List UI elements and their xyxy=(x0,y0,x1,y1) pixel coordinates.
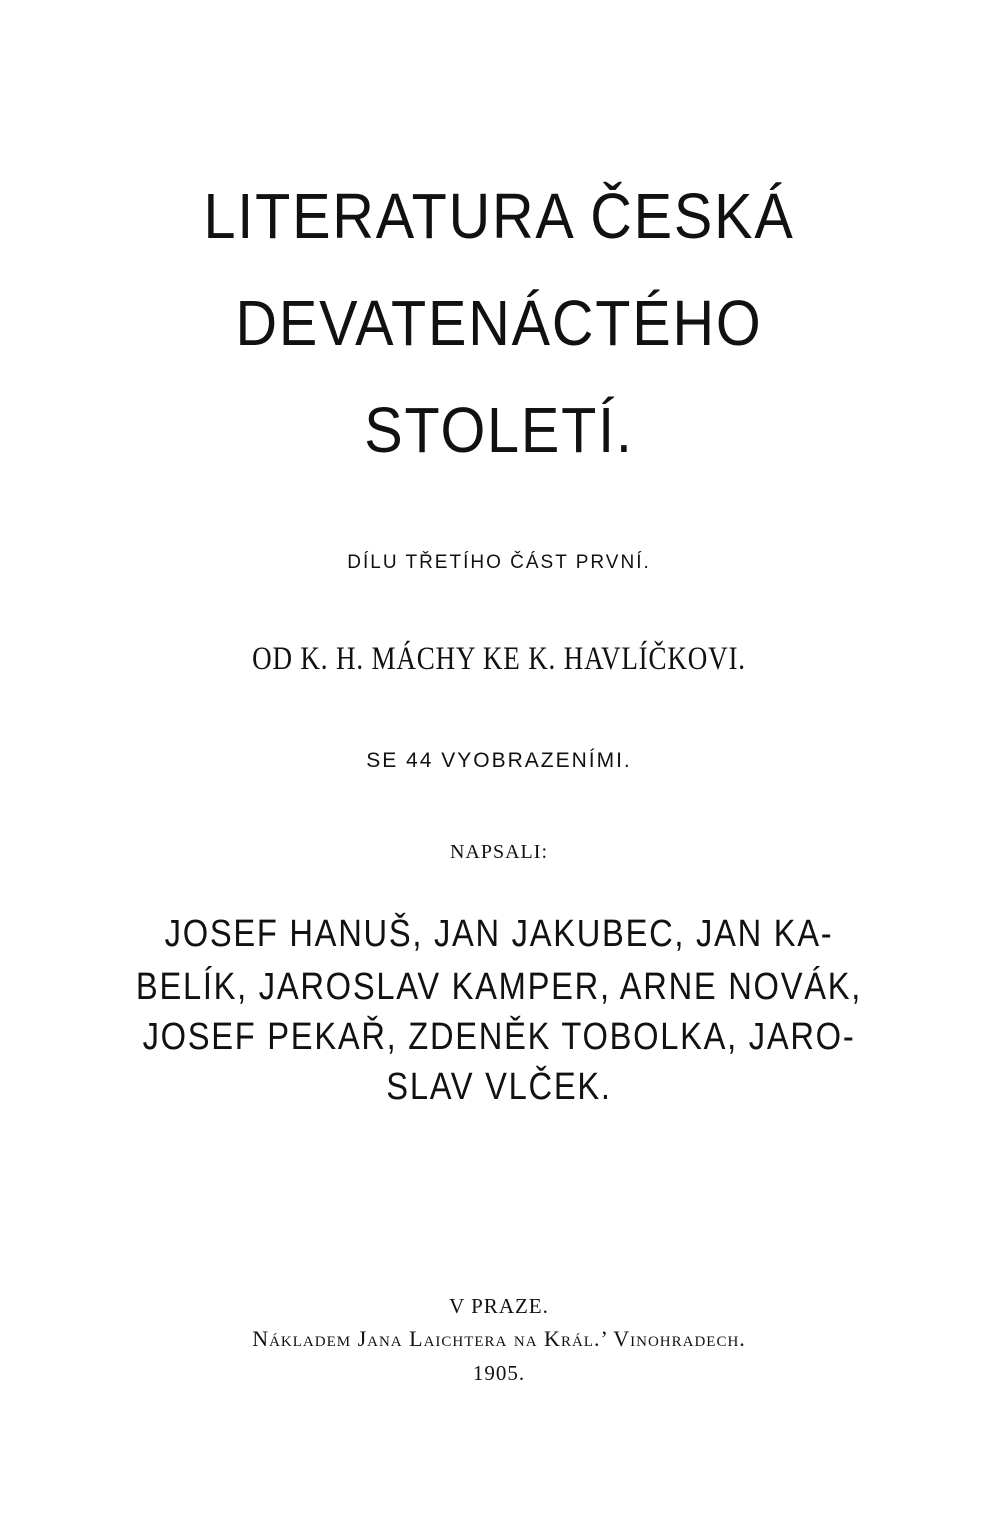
imprint-publisher: Nákladem Jana Laichtera na Král.’ Vinohradech. xyxy=(252,1326,746,1351)
imprint-place: V PRAZE. xyxy=(449,1294,549,1318)
authors-line-3: JOSEF PEKAŘ, ZDENĚK TOBOLKA, JARO- xyxy=(142,1016,856,1058)
title-line-2: DEVATENÁCTÉHO xyxy=(235,287,763,359)
title-line-1: LITERATURA ČESKÁ xyxy=(203,180,795,252)
authors-line-1: JOSEF HANUŠ, JAN JAKUBEC, JAN KA- xyxy=(164,913,834,955)
authors-line-4: SLAV VLČEK. xyxy=(386,1066,612,1108)
volume-note: DÍLU TŘETÍHO ČÁST PRVNÍ. xyxy=(347,552,651,573)
imprint-year: 1905. xyxy=(472,1361,526,1385)
subject-line: OD K. H. MÁCHY KE K. HAVLÍČKOVI. xyxy=(252,641,746,677)
title-line-3: STOLETÍ. xyxy=(364,394,634,466)
illustrations-note: SE 44 VYOBRAZENÍMI. xyxy=(366,749,632,772)
authors-label: NAPSALI: xyxy=(449,841,548,863)
authors-line-2: BELÍK, JAROSLAV KAMPER, ARNE NOVÁK, xyxy=(135,966,863,1008)
